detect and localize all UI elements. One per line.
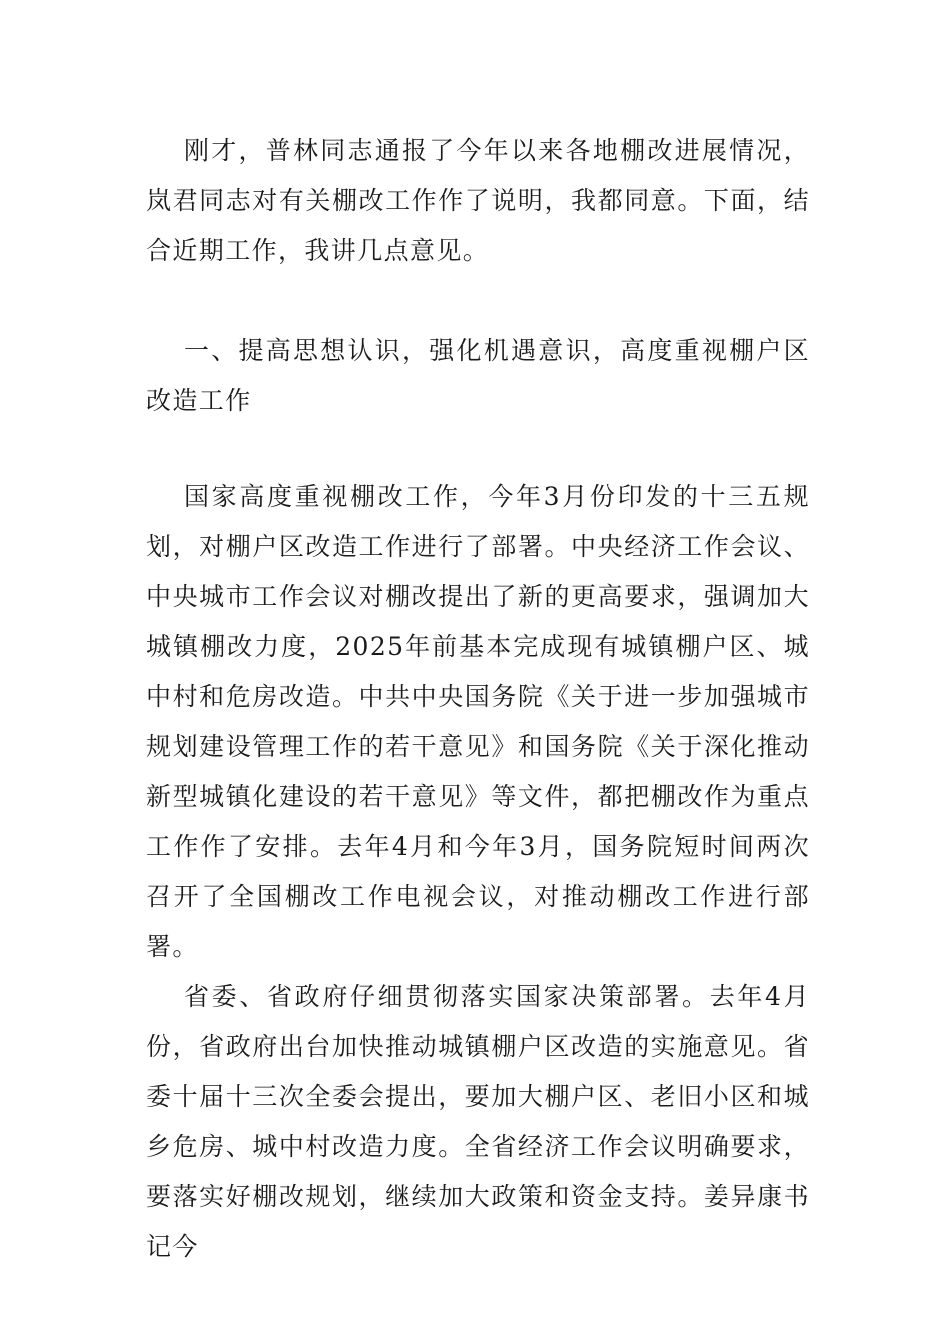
paragraph-intro: 刚才，普林同志通报了今年以来各地棚改进展情况，岚君同志对有关棚改工作作了说明，我都同意。下面，结合近期工作，我讲几点意见。 (146, 136, 810, 265)
paragraph-national-policy: 国家高度重视棚改工作，今年3月份印发的十三五规划，对棚户区改造工作进行了部署。中央经济工作会议、中央城市工作会议对棚改提出了新的更高要求，强调加大城镇棚改力度，2025年前基本完成现有城镇棚户区、城中村和危房改造。中共中央国务院《关于进一步加强城市规划建设管理工作的若干意见》和国务院《关于深化推动新型城镇化建设的若干意见》等文件，都把棚改作为重点工作作了安排。去年4月和今年3月，国务院短时间两次召开了全国棚改工作电视会议，对推动棚改工作进行部署。 (146, 482, 810, 961)
section-heading-1: 一、提高思想认识，强化机遇意识，高度重视棚户区改造工作 (146, 336, 810, 415)
paragraph-provincial-policy: 省委、省政府仔细贯彻落实国家决策部署。去年4月份，省政府出台加快推动城镇棚户区改造的实施意见。省委十届十三次全委会提出，要加大棚户区、老旧小区和城乡危房、城中村改造力度。全省经济工作会议明确要求，要落实好棚改规划，继续加大政策和资金支持。姜异康书记今 (146, 982, 810, 1261)
